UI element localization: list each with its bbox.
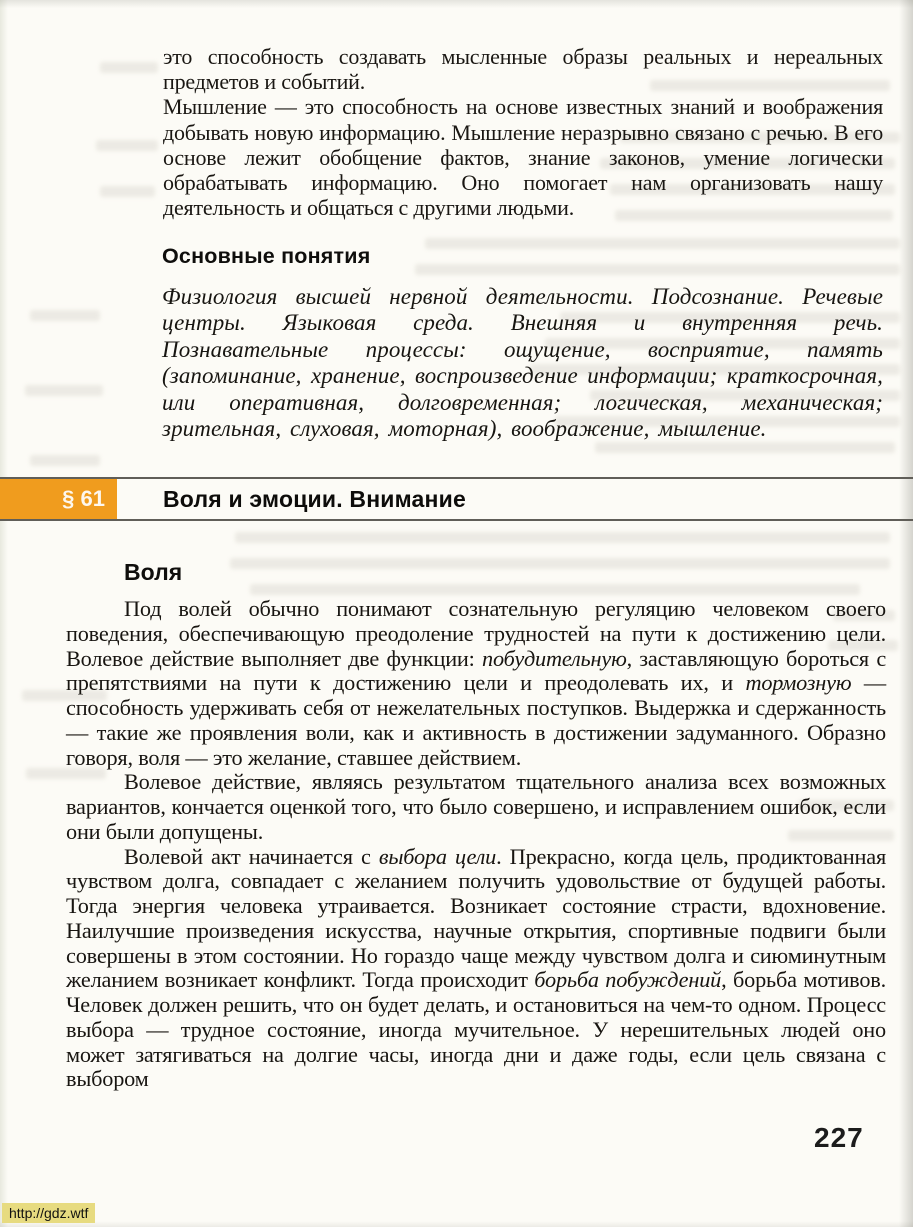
- divider-rule-bottom: [0, 519, 913, 521]
- text-run: Под волей обычно понимают сознательную регуляцию человеком своего поведения, обеспечивающую преодоление трудностей на пути к достижению цели. Волевое действие выполняет две функции:: [66, 596, 886, 671]
- text-run: , борьба мотивов. Человек должен решить, что он будет делать, и остановиться на чем-то одном. Процесс выбора — трудное состояние, иногда мучительное. У нерешительных людей оно может затягиваться на долгие часы, иногда дни и даже годы, если цель связана с выбором: [66, 967, 887, 1092]
- emphasized-term: борьба побуждений: [534, 967, 722, 993]
- section-band: [0, 477, 913, 521]
- bleed-through-artifact: [100, 62, 158, 73]
- text-run: Волевой акт начинается с: [124, 843, 379, 869]
- scan-edge-shadow-top: [0, 0, 913, 8]
- text-run: . Прекрасно, когда цель, продиктованная чувством долга, совпадает с желанием получить удовольствие от будущей работы. Тогда энергия человека утраивается. Возникает состояние страсти, вдохновение. Наилучшие произведения искусства, научные открытия, спортивные подвиги были совершены в этом состоянии. Но гораздо чаще между чувством долга и сиюминутным желанием возникает конфликт. Тогда происходит: [66, 843, 887, 993]
- bleed-through-artifact: [250, 584, 860, 595]
- page-number: 227: [814, 1122, 864, 1153]
- paragraph-choice-of-goal: [66, 845, 886, 1093]
- bleed-through-artifact: [25, 385, 103, 396]
- bleed-through-artifact: [425, 238, 900, 249]
- text-run: Волевое действие, являясь результатом тщательного анализа всех возможных вариантов, кончается оценкой того, что было совершено, и исправлением ошибок, если они были допущены.: [66, 769, 886, 844]
- scan-edge-shadow-bottom: [0, 1221, 913, 1227]
- intro-text-block: [163, 44, 883, 220]
- emphasized-term: тормозную: [745, 670, 852, 696]
- section-number-badge: § 61: [0, 479, 117, 519]
- bleed-through-artifact: [415, 264, 900, 275]
- key-concepts-body: Физиология высшей нервной деятельности. Подсознание. Речевые центры. Языковая среда. Внешняя и внутренняя речь. Познавательные процессы: ощущение, восприятие, память (запоминание, хранение, воспроизведение информации; краткосрочная, или оперативная, долговременная; логическая, механическая; зрительная, слуховая, моторная), воображение, мышление.: [162, 284, 883, 442]
- bleed-through-artifact: [595, 442, 895, 453]
- bleed-through-artifact: [230, 558, 890, 569]
- text-run: — способность удерживать себя от нежелательных поступков. Выдержка и сдержанность — такие же проявления воли, как и активность в достижении задуманного. Образно говоря, воля — это желание, ставшее действием.: [66, 670, 886, 770]
- emphasized-term: выбора цели: [378, 843, 497, 869]
- will-heading: Воля: [124, 559, 183, 585]
- paragraph-imagination-definition: это способность создавать мысленные образы реальных и нереальных предметов и событий.: [163, 44, 883, 95]
- scan-edge-shadow-right: [899, 0, 913, 1227]
- bleed-through-artifact: [100, 186, 155, 197]
- bleed-through-artifact: [96, 140, 158, 151]
- paragraph-thinking-definition: Мышление — это способность на основе известных знаний и воображения добывать новую информацию. Мышление неразрывно связано с речью. В его основе лежит обобщение фактов, знание законов, умение логически обрабатывать информацию. Оно помогает нам организовать нашу деятельность и общаться с другими людьми.: [163, 94, 883, 221]
- watermark-url: http://gdz.wtf: [2, 1203, 95, 1223]
- emphasized-term: побудительную: [482, 645, 627, 671]
- section-title: Воля и эмоции. Внимание: [163, 485, 466, 512]
- paragraph-will-definition: [66, 597, 886, 770]
- text-run: , заставляющую бороться с препятствиями на пути к достижению цели и преодолевать их, и: [66, 645, 887, 696]
- bleed-through-artifact: [235, 532, 890, 543]
- bleed-through-artifact: [30, 455, 100, 466]
- paragraph-will-action: [66, 770, 886, 844]
- key-concepts-heading: Основные понятия: [162, 244, 371, 268]
- bleed-through-artifact: [30, 310, 100, 321]
- scan-edge-shadow-left: [0, 0, 8, 1227]
- will-body-block: [66, 597, 886, 1092]
